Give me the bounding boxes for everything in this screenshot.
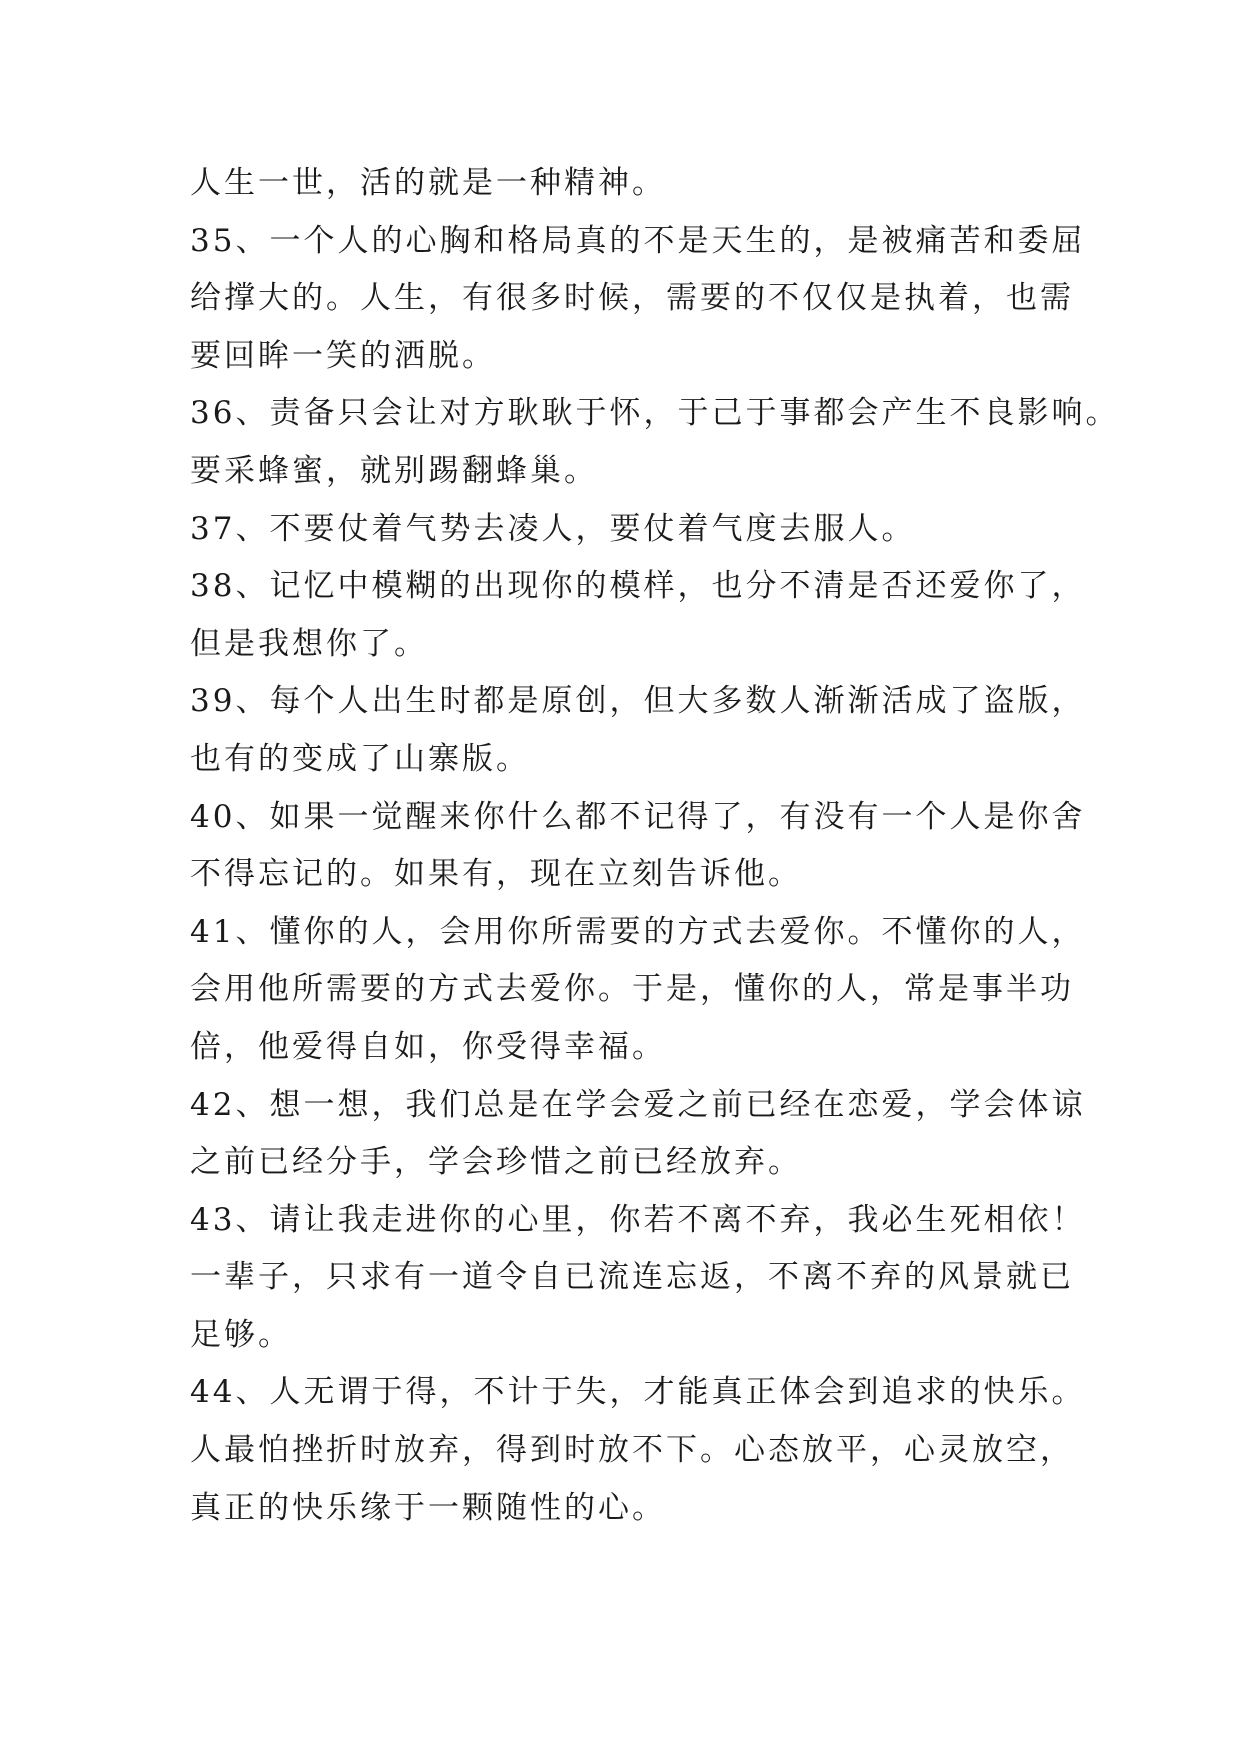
text-line: 40、如果一觉醒来你什么都不记得了，有没有一个人是你舍: [190, 798, 1086, 835]
text-line: 38、记忆中模糊的出现你的模样，也分不清是否还爱你了，: [190, 568, 1086, 605]
text-line: 35、一个人的心胸和格局真的不是天生的，是被痛苦和委屈: [190, 222, 1086, 259]
text-line: 会用他所需要的方式去爱你。于是，懂你的人，常是事半功: [190, 971, 1074, 1008]
text-line: 人生一世，活的就是一种精神。: [190, 165, 666, 201]
text-line: 37、不要仗着气势去凌人，要仗着气度去服人。: [190, 510, 916, 547]
text-line: 39、每个人出生时都是原创，但大多数人渐渐活成了盗版，: [190, 683, 1086, 720]
text-line: 给撑大的。人生，有很多时候，需要的不仅仅是执着，也需: [190, 280, 1074, 317]
text-line: 36、责备只会让对方耿耿于怀，于己于事都会产生不良影响。: [190, 395, 1120, 432]
body-text: [190, 155, 1120, 1537]
text-line: 不得忘记的。如果有，现在立刻告诉他。: [190, 856, 802, 893]
text-line: 倍，他爱得自如，你受得幸福。: [190, 1028, 666, 1065]
text-line: 人最怕挫折时放弃，得到时放不下。心态放平，心灵放空，: [190, 1432, 1074, 1469]
text-line: 要回眸一笑的洒脱。: [190, 337, 496, 374]
text-line: 但是我想你了。: [190, 625, 428, 662]
text-line: 真正的快乐缘于一颗随性的心。: [190, 1489, 666, 1526]
text-line: 要采蜂蜜，就别踢翻蜂巢。: [190, 452, 598, 489]
text-line: 之前已经分手，学会珍惜之前已经放弃。: [190, 1144, 802, 1181]
text-line: 43、请让我走进你的心里，你若不离不弃，我必生死相依！: [190, 1201, 1086, 1238]
text-line: 足够。: [190, 1316, 292, 1353]
text-line: 41、懂你的人，会用你所需要的方式去爱你。不懂你的人，: [190, 913, 1086, 950]
text-line: 一辈子，只求有一道令自已流连忘返，不离不弃的风景就已: [190, 1259, 1074, 1296]
text-line: 44、人无谓于得，不计于失，才能真正体会到追求的快乐。: [190, 1374, 1086, 1411]
text-line: 42、想一想，我们总是在学会爱之前已经在恋爱，学会体谅: [190, 1086, 1086, 1123]
text-line: 也有的变成了山寨版。: [190, 740, 530, 777]
